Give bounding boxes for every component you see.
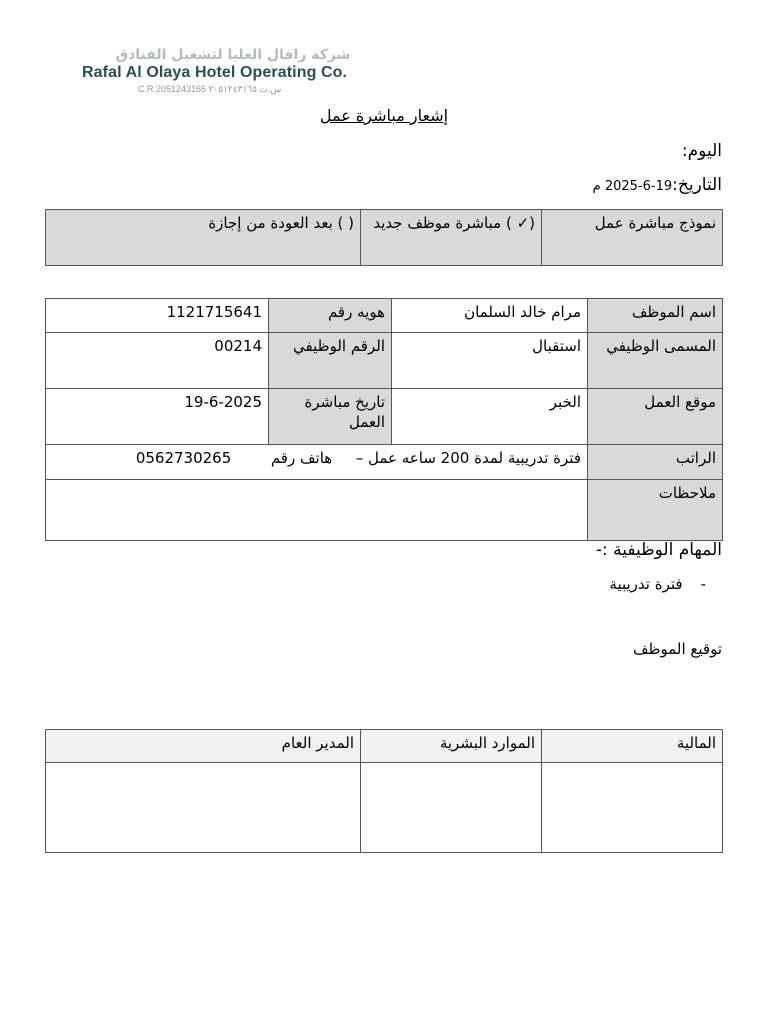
approval-hr-signature [361, 763, 542, 853]
notes-label: ملاحظات [588, 480, 723, 541]
job-number-value: 00214 [46, 333, 269, 389]
date-value: 19-6-2025 م [592, 179, 673, 194]
start-date-label: تاريخ مباشرة العمل [269, 389, 392, 445]
duty-bullet: - [700, 575, 706, 593]
approvals-table [45, 729, 723, 853]
company-logo [80, 46, 390, 100]
location-value: الخبر [392, 389, 588, 445]
job-title-value: استقبال [392, 333, 588, 389]
logo-arabic-text: شركة رافال العليا لتشغيل الفنادق [115, 47, 351, 63]
location-label: موقع العمل [588, 389, 723, 445]
approval-finance-signature [542, 763, 723, 853]
phone-value: 0562730265 [135, 449, 232, 467]
option-new-employee: (✓ ) مباشرة موظف جديد [361, 210, 542, 266]
salary-label: الراتب [588, 445, 723, 480]
duty-item [609, 575, 706, 593]
job-number-label: الرقم الوظيفي [269, 333, 392, 389]
logo-english-text: Rafal Al Olaya Hotel Operating Co. [82, 64, 348, 81]
date-line [593, 175, 722, 195]
salary-cell [46, 445, 588, 480]
approval-finance-label: المالية [542, 730, 723, 763]
option-return-from-leave: ( ) بعد العودة من إجازة [46, 210, 361, 266]
name-value: مرام خالد السلمان [392, 299, 588, 333]
name-label: اسم الموظف [588, 299, 723, 333]
notes-value [46, 480, 588, 541]
duties-label: المهام الوظيفية :- [595, 540, 722, 560]
duty-text: فترة تدريبية [609, 575, 683, 593]
approval-gm-label: المدير العام [46, 730, 361, 763]
form-type-label: نموذج مباشرة عمل [542, 210, 723, 266]
day-label: اليوم: [681, 141, 722, 161]
phone-label: هاتف رقم [270, 449, 333, 467]
logo-cr-number: C.R 2051243165 س.ت ٢٠٥١٢٤٣١٦٥ [138, 84, 282, 94]
duties-heading [596, 540, 722, 560]
employee-info-table [45, 298, 723, 541]
id-value: 1121715641 [46, 299, 269, 333]
id-label: هويه رقم [269, 299, 392, 333]
salary-value: فترة تدريبية لمدة 200 ساعه عمل – [355, 449, 581, 467]
job-title-label: المسمى الوظيفي [588, 333, 723, 389]
date-label: التاريخ: [672, 175, 722, 195]
day-line [682, 141, 722, 161]
form-type-table [45, 209, 723, 266]
approval-gm-signature [46, 763, 361, 853]
document-title: إشعار مباشرة عمل [319, 106, 449, 125]
start-date-value: 19-6-2025 [46, 389, 269, 445]
approval-hr-label: الموارد البشرية [361, 730, 542, 763]
employee-signature-label: توقيع الموظف [633, 640, 722, 658]
